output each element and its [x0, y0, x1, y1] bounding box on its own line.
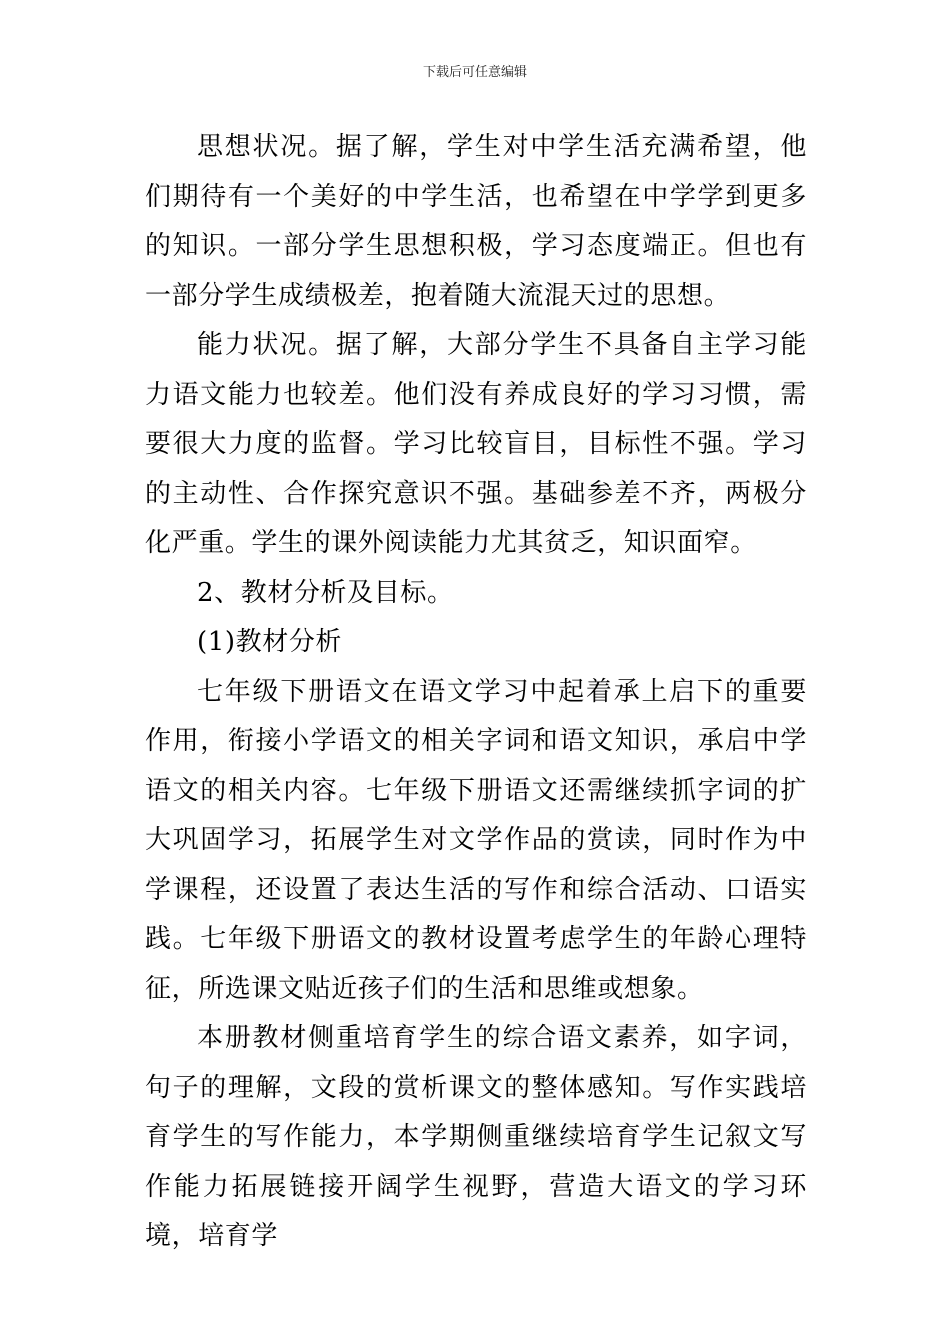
section-heading-textbook-analysis: 2、教材分析及目标。: [197, 577, 454, 608]
paragraph-grade7-textbook: 七年级下册语文在语文学习中起着承上启下的重要作用，衔接小学语文的相关字词和语文知识，承启中学语文的相关内容。七年级下册语文还需继续抓字词的扩大巩固学习，拓展学生对文学作品的赏读，同时作为中学课程，还设置了表达生活的写作和综合活动、口语实践。七年级下册语文的教材设置考虑学生的年龄心理特征，所选课文贴近孩子们的生活和思维或想象。: [145, 676, 807, 1004]
subsection-heading-textbook-analysis: (1)教材分析: [197, 627, 343, 657]
paragraph-ability-status: 能力状况。据了解，大部分学生不具备自主学习能力语文能力也较差。他们没有养成良好的学习习惯，需要很大力度的监督。学习比较盲目，目标性不强。学习的主动性、合作探究意识不强。基础参差不齐，两极分化严重。学生的课外阅读能力尤其贫乏，知识面窄。: [145, 330, 807, 558]
paragraph-textbook-focus: 本册教材侧重培育学生的综合语文素养，如字词，句子的理解，文段的赏析课文的整体感知。写作实践培育学生的写作能力，本学期侧重继续培育学生记叙文写作能力拓展链接开阔学生视野，营造大语文的学习环境，培育学: [145, 1023, 807, 1251]
document-body: [145, 123, 807, 1262]
page-header: 下载后可任意编辑: [422, 65, 527, 80]
paragraph-thought-status: 思想状况。据了解，学生对中学生活充满希望，他们期待有一个美好的中学生活，也希望在中学学到更多的知识。一部分学生思想积极，学习态度端正。但也有一部分学生成绩极差，抱着随大流混天过的思想。: [145, 132, 807, 311]
